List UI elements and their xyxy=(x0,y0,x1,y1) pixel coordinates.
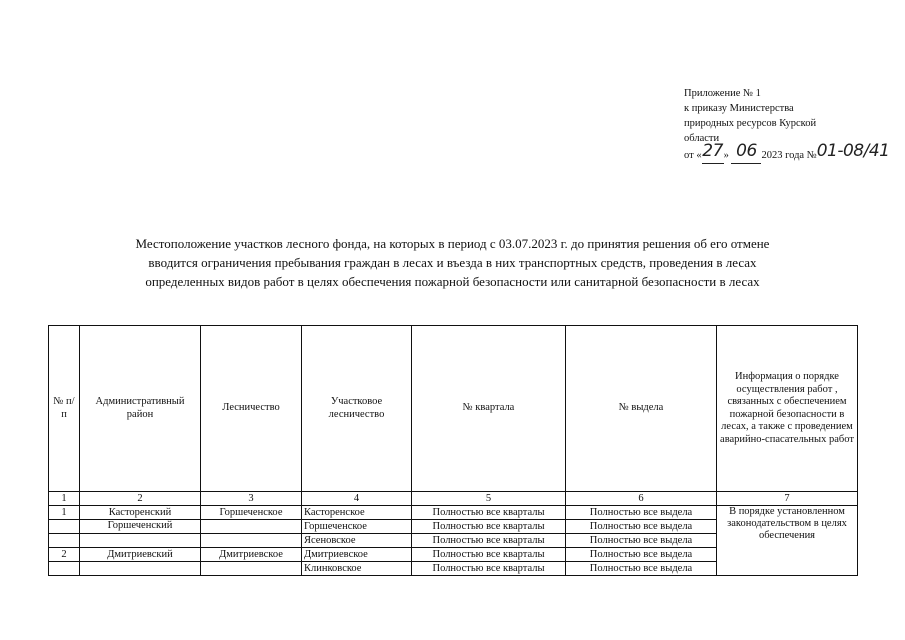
date-month-handwritten: 06 xyxy=(736,141,757,161)
allotment-cell: Полностью все выдела xyxy=(566,562,717,576)
district-cell xyxy=(80,534,201,548)
subforestry-cell: Касторенское xyxy=(302,506,412,520)
header-number: № п/п xyxy=(49,326,80,492)
subforestry-cell: Дмитриевское xyxy=(302,548,412,562)
forestry-cell xyxy=(201,562,302,576)
date-day xyxy=(702,141,724,164)
header-district: Административный район xyxy=(80,326,201,492)
allotment-cell: Полностью все выдела xyxy=(566,548,717,562)
row-number xyxy=(49,562,80,576)
column-number: 5 xyxy=(412,492,566,506)
column-number: 6 xyxy=(566,492,717,506)
district-cell: Касторенский xyxy=(80,506,201,520)
title-line: определенных видов работ в целях обеспечения пожарной безопасности или санитарной безопасности в лесах xyxy=(145,274,760,289)
forest-areas-table xyxy=(48,325,858,576)
forestry-cell: Дмитриевское xyxy=(201,548,302,562)
date-day-handwritten: 27 xyxy=(702,141,723,161)
table-row xyxy=(49,506,858,520)
header-row xyxy=(49,326,858,492)
column-number-row xyxy=(49,492,858,506)
procedure-info-cell: В порядке установленном законодательством в целях обеспечения xyxy=(717,506,858,576)
order-number-handwritten: 01-08/41 xyxy=(816,141,890,161)
document-title xyxy=(40,234,865,291)
forestry-cell: Горшеченское xyxy=(201,506,302,520)
appendix-date-line xyxy=(684,141,890,164)
appendix-block xyxy=(684,86,890,164)
row-number xyxy=(49,520,80,534)
date-mid: » xyxy=(723,150,732,161)
quarter-cell: Полностью все кварталы xyxy=(412,562,566,576)
subforestry-cell: Горшеченское xyxy=(302,520,412,534)
appendix-line: Приложение № 1 xyxy=(684,88,761,99)
forestry-cell xyxy=(201,534,302,548)
date-year: 2023 года № xyxy=(761,150,817,161)
row-number: 1 xyxy=(49,506,80,520)
header-allotment: № выдела xyxy=(566,326,717,492)
appendix-line: природных ресурсов Курской xyxy=(684,118,817,129)
quarter-cell: Полностью все кварталы xyxy=(412,548,566,562)
title-line: вводится ограничения пребывания граждан в лесах и въезда в них транспортных средств, проведения в лесах xyxy=(148,255,757,270)
column-number: 4 xyxy=(302,492,412,506)
header-forestry: Лесничество xyxy=(201,326,302,492)
row-number: 2 xyxy=(49,548,80,562)
header-quarter: № квартала xyxy=(412,326,566,492)
district-cell: Горшеченский xyxy=(80,520,201,534)
date-prefix: от « xyxy=(684,150,702,161)
column-number: 2 xyxy=(80,492,201,506)
forestry-cell xyxy=(201,520,302,534)
subforestry-cell: Ясеновское xyxy=(302,534,412,548)
column-number: 1 xyxy=(49,492,80,506)
column-number: 3 xyxy=(201,492,302,506)
date-month xyxy=(731,141,761,164)
header-info: Информация о порядке осуществления работ , связанных с обеспечением пожарной безопасности в лесах, а также с проведением аварийно-спасательных работ xyxy=(717,326,858,492)
quarter-cell: Полностью все кварталы xyxy=(412,534,566,548)
allotment-cell: Полностью все выдела xyxy=(566,520,717,534)
column-number: 7 xyxy=(717,492,858,506)
allotment-cell: Полностью все выдела xyxy=(566,506,717,520)
subforestry-cell: Клинковское xyxy=(302,562,412,576)
title-line: Местоположение участков лесного фонда, на которых в период с 03.07.2023 г. до принятия решения об его отмене xyxy=(135,236,770,251)
quarter-cell: Полностью все кварталы xyxy=(412,520,566,534)
appendix-line: области xyxy=(684,133,720,144)
district-cell xyxy=(80,562,201,576)
quarter-cell: Полностью все кварталы xyxy=(412,506,566,520)
header-subforestry: Участковое лесничество xyxy=(302,326,412,492)
row-number xyxy=(49,534,80,548)
allotment-cell: Полностью все выдела xyxy=(566,534,717,548)
appendix-line: к приказу Министерства xyxy=(684,103,794,114)
district-cell: Дмитриевский xyxy=(80,548,201,562)
